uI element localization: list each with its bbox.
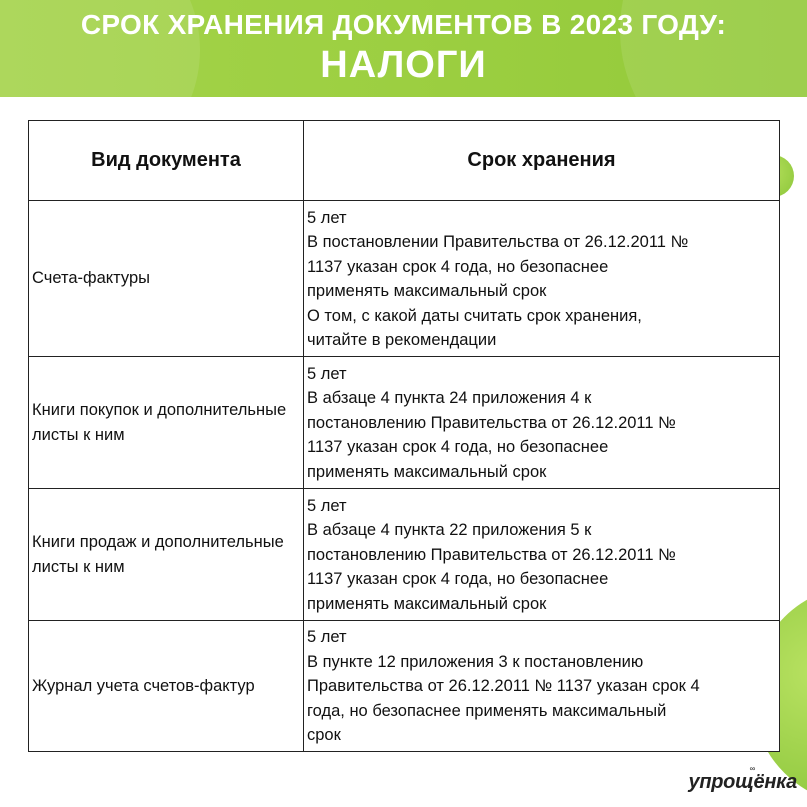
retention-term-cell bbox=[304, 621, 780, 752]
column-header-retention-term: Срок хранения bbox=[304, 121, 780, 201]
logo-mark-icon: ∞ bbox=[749, 764, 755, 773]
column-header-document-type: Вид документа bbox=[29, 121, 304, 201]
term-line: срок bbox=[307, 726, 341, 745]
term-line: 5 лет bbox=[307, 364, 347, 383]
table-header-row bbox=[29, 121, 780, 201]
table-row bbox=[29, 201, 780, 357]
term-line: постановлению Правительства от 26.12.2011 № bbox=[307, 413, 676, 432]
table-row bbox=[29, 357, 780, 489]
term-line: 5 лет bbox=[307, 628, 347, 647]
retention-term-cell bbox=[304, 357, 780, 489]
retention-term-cell bbox=[304, 201, 780, 357]
document-type-cell: Журнал учета счетов-фактур bbox=[29, 621, 304, 752]
term-line: Правительства от 26.12.2011 № 1137 указан срок 4 bbox=[307, 677, 700, 696]
term-line: В абзаце 4 пункта 24 приложения 4 к bbox=[307, 389, 592, 408]
term-line: 1137 указан срок 4 года, но безопаснее bbox=[307, 570, 609, 589]
term-line: года, но безопаснее применять максимальный bbox=[307, 701, 667, 720]
term-line: В постановлении Правительства от 26.12.2011 № bbox=[307, 233, 689, 251]
brand-logo-text: упрощёнка bbox=[688, 771, 797, 793]
table-row bbox=[29, 621, 780, 752]
retention-term-cell bbox=[304, 489, 780, 621]
document-type-cell: Счета-фактуры bbox=[29, 201, 304, 357]
document-type-cell: Книги продаж и дополнительные листы к ним bbox=[29, 489, 304, 621]
term-line: применять максимальный срок bbox=[307, 462, 547, 481]
term-line: О том, с какой даты считать срок хранения, bbox=[307, 306, 642, 325]
term-line: постановлению Правительства от 26.12.2011 № bbox=[307, 545, 676, 564]
retention-table bbox=[28, 120, 780, 752]
brand-logo bbox=[688, 764, 797, 794]
term-line: В пункте 12 приложения 3 к постановлению bbox=[307, 652, 644, 671]
page-title: СРОК ХРАНЕНИЯ ДОКУМЕНТОВ В 2023 ГОДУ: bbox=[80, 9, 727, 40]
term-line: читайте в рекомендации bbox=[307, 331, 497, 349]
term-line: применять максимальный срок bbox=[307, 282, 547, 300]
term-line: 5 лет bbox=[307, 208, 347, 227]
term-line: 1137 указан срок 4 года, но безопаснее bbox=[307, 257, 609, 276]
document-type-cell: Книги покупок и дополнительные листы к ним bbox=[29, 357, 304, 489]
table-row bbox=[29, 489, 780, 621]
page-subtitle: НАЛОГИ bbox=[320, 44, 487, 86]
header-banner bbox=[0, 0, 807, 97]
term-line: 5 лет bbox=[307, 496, 347, 515]
term-line: В абзаце 4 пункта 22 приложения 5 к bbox=[307, 521, 592, 540]
term-line: применять максимальный срок bbox=[307, 594, 547, 613]
term-line: 1137 указан срок 4 года, но безопаснее bbox=[307, 438, 609, 457]
